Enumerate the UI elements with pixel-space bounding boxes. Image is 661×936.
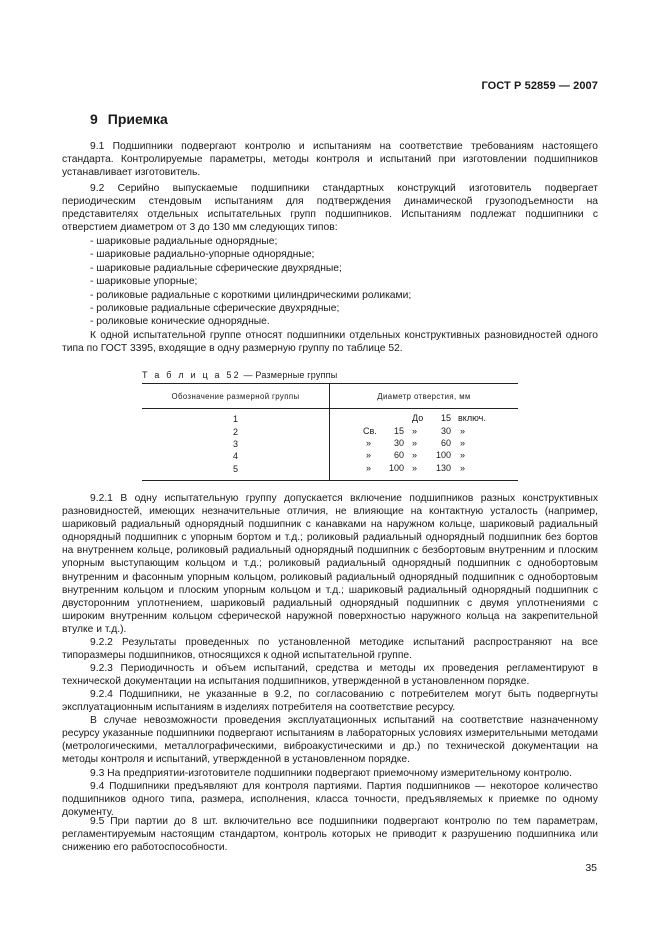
range-from-unit: До [412,413,424,424]
paragraph-9-2-3: 9.2.3 Периодичность и объем испытаний, средства и методы их проведения регламентируют в технической документации на испытания подшипников, утвержденной в установленном порядке. [62,663,598,688]
group-cell: 4 [142,450,330,462]
paragraph-9-2-4: 9.2.4 Подшипники, не указанные в 9.2, по согласованию с потребителем могут быть подвергнуты эксплуатационным испытаниям в изделиях потребителя на соответствие ресурсу. [62,689,598,714]
paragraph-resource-testing: В случае невозможности проведения эксплуатационных испытаний на соответствие назначенному ресурсу указанные подшипники подвергают испытаниям в лабораторных условиях измерительными методами (метрологическими, металлографическими, виброакустическими и др.) по технической документации на методы контроля и испытаний, утвержденной в установленном порядке. [62,715,598,766]
table-caption-text: — Размерные группы [243,370,338,380]
range-to-unit: включ. [458,413,486,424]
paragraph-9-2: 9.2 Серийно выпускаемые подшипники стандартных конструкций изготовитель подвергает периодическим стендовым испытаниям для подтверждения динамической грузоподъемности на представителях отдельных испытательных групп подшипников. Испытаниям подлежат подшипники с отверстием диаметром от 3 до 130 мм следующих типов: [62,183,598,234]
list-item: - роликовые конические однорядные. [90,316,270,328]
section-number: 9 [90,111,98,127]
paragraph-9-3: 9.3 На предприятии-изготовителе подшипники подвергают приемочному измерительному контролю. [90,768,573,779]
size-group-table [142,383,518,481]
range-from-unit: » [412,450,418,461]
range-to: 15 [440,413,451,424]
range-to: 100 [435,450,451,461]
table-row [142,463,518,481]
paragraph-9-2-1: 9.2.1 В одну испытательную группу допускается включение подшипников разных конструктивных разновидностей, имеющих незначительные отличия, не влияющие на контактную усталость (например, шариковый радиальный однорядный подшипник с канавками на наружном кольце, шариковый радиальный однорядный подшипник с упорным бортом и т.д.; роликовый радиальный однорядный подшипник без бортов на внутреннем кольце, роликовый радиальный однорядный подшипник с безбортовым внутренним и плоским упорным выступающим кольцом и т.д.; роликовый радиальный однорядный подшипник с однобортовым внутренним и фасонным упорным кольцом, роликовый радиальный однорядный подшипник с однобортовым внутренним кольцом и плоским упорным кольцом и т.д.; шариковый радиальный однорядный подшипник с двусторонним уплотнением, шариковый радиальный однорядный подшипник с двумя уплотнениями с широким внутренним кольцом сферической наружной поверхностью наружного кольца на закрепительной втулке и т.д.). [62,493,598,635]
table-header-group: Обозначение размерной группы [142,384,330,409]
section-heading [90,111,168,127]
range-to-unit: » [460,437,466,448]
group-cell: 5 [142,463,330,481]
table-row [142,409,518,426]
section-title: Приемка [107,111,168,127]
range-to-unit: » [460,450,466,461]
range-to-unit: » [460,425,466,436]
range-from: 30 [393,437,404,448]
paragraph-9-2-2: 9.2.2 Результаты проведенных по установленной методике испытаний распространяют на все типоразмеры подшипников, относящихся к одной испытательной группе. [62,637,598,662]
table-row [142,425,518,437]
range-to: 30 [440,425,451,436]
group-cell: 2 [142,425,330,437]
diameter-cell [330,463,519,481]
diameter-cell [330,425,519,437]
group-cell: 1 [142,409,330,426]
range-prefix: » [366,450,372,461]
table-caption-label: Т а б л и ц а 52 [142,370,241,380]
list-item: - роликовые радиальные сферические двухрядные; [90,303,340,315]
diameter-cell [330,438,519,450]
group-cell: 3 [142,438,330,450]
paragraph-9-4: 9.4 Подшипники предъявляют для контроля партиями. Партия подшипников — некоторое количество подшипников одного типа, размера, исполнения, класса точности, предъявляемых к приемке по одному документу. [62,781,598,819]
range-prefix: Св. [363,425,377,436]
list-item: - шариковые упорные; [90,276,198,288]
page-number: 35 [585,862,597,874]
paragraph-9-1: 9.1 Подшипники подвергают контролю и испытаниям на соответствие требованиям настоящего стандарта. Контролируемые параметры, методы контроля и испытаний при изготовлении подшипников устанавливает изготовитель. [62,141,598,179]
list-item: - шариковые радиально-упорные однорядные; [90,249,315,261]
range-from-unit: » [412,425,418,436]
paragraph-9-5: 9.5 При партии до 8 шт. включительно все подшипники подвергают контролю по тем параметрам, регламентируемым настоящим стандартом, контроль которых не приводит к разрушению подшипника или снижению его работоспособности. [62,816,598,854]
range-from-unit: » [412,437,418,448]
range-to: 60 [440,437,451,448]
document-header: ГОСТ Р 52859 — 2007 [481,80,598,92]
table-header-diameter: Диаметр отверстия, мм [330,384,519,409]
range-to-unit: » [460,462,466,473]
list-item: - шариковые радиальные сферические двухрядные; [90,262,342,274]
range-from-unit: » [412,462,418,473]
list-item: - шариковые радиальные однорядные; [90,236,278,247]
table-row [142,450,518,462]
table-caption [142,370,337,380]
range-from: 15 [393,425,404,436]
list-item: - роликовые радиальные с короткими цилиндрическими роликами; [90,289,412,301]
range-prefix: » [366,462,372,473]
paragraph-test-group: К одной испытательной группе относят подшипники отдельных конструктивных разновидностей одного типа по ГОСТ 3395, входящие в одну размерную группу по таблице 52. [62,330,598,355]
range-prefix: » [366,437,372,448]
range-from: 100 [388,462,404,473]
diameter-cell [330,450,519,462]
diameter-cell [330,409,519,426]
range-to: 130 [435,462,451,473]
range-from: 60 [393,450,404,461]
bearing-type-list [90,235,411,329]
table-row [142,438,518,450]
